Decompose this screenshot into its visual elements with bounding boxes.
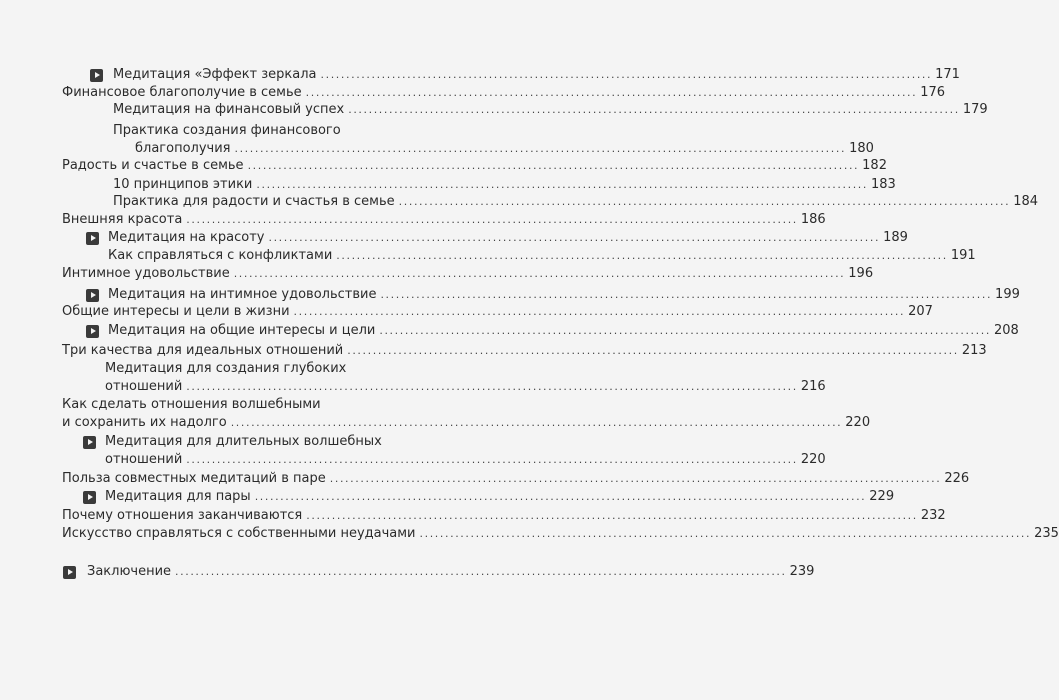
dot-leader: ........................................................................................................................ bbox=[234, 142, 847, 155]
toc-entry-title: Медитация на красоту bbox=[108, 230, 265, 245]
toc-entry-title: Общие интересы и цели в жизни bbox=[62, 304, 290, 319]
toc-entry-line bbox=[62, 470, 970, 488]
dot-leader: ........................................................................................................................ bbox=[379, 324, 991, 337]
toc-entry-title: отношений bbox=[105, 452, 183, 467]
toc-entry-page-number: 171 bbox=[935, 67, 960, 82]
toc-entry-title: Польза совместных медитаций в паре bbox=[62, 471, 326, 486]
toc-entry-title: Три качества для идеальных отношений bbox=[62, 343, 344, 358]
play-icon bbox=[63, 566, 76, 579]
toc-entry-title: Медитация на интимное удовольствие bbox=[108, 287, 377, 302]
toc-entry-title: Как справляться с конфликтами bbox=[108, 248, 333, 263]
play-icon bbox=[83, 491, 96, 504]
dot-leader: ........................................................................................................................ bbox=[336, 249, 948, 262]
toc-entry-title: Медитация для создания глубоких bbox=[105, 361, 347, 376]
toc-entry-title: Медитация на общие интересы и цели bbox=[108, 323, 376, 338]
toc-entry-page-number: 216 bbox=[800, 379, 826, 394]
play-icon bbox=[86, 289, 99, 302]
toc-entry-line bbox=[62, 265, 874, 283]
toc-entry-page-number: 176 bbox=[920, 85, 946, 100]
toc-entry-title: Радость и счастье в семье bbox=[62, 158, 244, 173]
play-icon bbox=[86, 325, 99, 338]
toc-entry-title: и сохранить их надолго bbox=[62, 415, 227, 430]
toc-entry-page-number: 229 bbox=[869, 489, 895, 504]
dot-leader: ........................................................................................................................ bbox=[347, 344, 959, 357]
toc-entry-line bbox=[113, 176, 896, 194]
toc-entry-line bbox=[105, 378, 826, 396]
toc-entry-page-number: 191 bbox=[950, 248, 976, 263]
dot-leader: ........................................................................................................................ bbox=[306, 509, 918, 522]
toc-entry-page-number: 184 bbox=[1013, 194, 1039, 209]
toc-entry-line bbox=[108, 229, 908, 247]
play-icon bbox=[83, 436, 96, 449]
toc-entry-title: Медитация для длительных волшебных bbox=[105, 434, 382, 449]
play-icon bbox=[90, 69, 103, 82]
toc-entry-line bbox=[62, 525, 1059, 543]
toc-entry-line bbox=[113, 66, 960, 84]
dot-leader: ........................................................................................................................ bbox=[230, 416, 843, 429]
dot-leader: ........................................................................................................................ bbox=[186, 213, 798, 226]
toc-entry-title: Медитация на финансовый успех bbox=[113, 102, 345, 117]
toc-entry-line bbox=[108, 247, 976, 265]
toc-entry-title: Финансовое благополучие в семье bbox=[62, 85, 302, 100]
toc-entry-page-number: 235 bbox=[1034, 526, 1059, 541]
toc-entry-title: Интимное удовольствие bbox=[62, 266, 230, 281]
toc-entry-title: Как сделать отношения волшебными bbox=[62, 397, 321, 412]
dot-leader: ........................................................................................................................ bbox=[233, 267, 846, 280]
toc-entry-line bbox=[105, 488, 895, 506]
toc-entry-line bbox=[62, 507, 946, 525]
toc-entry-page-number: 213 bbox=[961, 343, 987, 358]
toc-entry-title: Медитация «Эффект зеркала bbox=[113, 67, 317, 82]
dot-leader: ........................................................................................................................ bbox=[247, 159, 860, 172]
toc-entry-title: Внешняя красота bbox=[62, 212, 183, 227]
toc-entry-line bbox=[105, 451, 826, 469]
toc-entry-page-number: 220 bbox=[845, 415, 871, 430]
dot-leader: ........................................................................................................................ bbox=[175, 565, 787, 578]
toc-entry-title: Почему отношения заканчиваются bbox=[62, 508, 303, 523]
dot-leader: ........................................................................................................................ bbox=[398, 195, 1011, 208]
toc-entry-page-number: 220 bbox=[800, 452, 826, 467]
toc-entry-line bbox=[87, 563, 815, 581]
dot-leader: ........................................................................................................................ bbox=[256, 178, 868, 191]
toc-entry-line bbox=[62, 414, 871, 432]
toc-entry-line bbox=[62, 303, 933, 321]
toc-entry-page-number: 226 bbox=[944, 471, 970, 486]
toc-entry-title: Практика создания финансового bbox=[113, 123, 341, 138]
toc-entry-line bbox=[108, 322, 1019, 340]
toc-entry-page-number: 183 bbox=[870, 177, 896, 192]
dot-leader: ........................................................................................................................ bbox=[348, 103, 960, 116]
toc-entry-title: благополучия bbox=[135, 141, 231, 156]
dot-leader: ........................................................................................................................ bbox=[268, 231, 881, 244]
toc-entry-page-number: 182 bbox=[862, 158, 887, 173]
toc-entry-page-number: 208 bbox=[993, 323, 1019, 338]
toc-entry-line bbox=[62, 211, 826, 229]
dot-leader: ........................................................................................................................ bbox=[419, 527, 1032, 540]
toc-entry-page-number: 186 bbox=[800, 212, 826, 227]
dot-leader: ........................................................................................................................ bbox=[329, 472, 942, 485]
dot-leader: ........................................................................................................................ bbox=[320, 68, 933, 81]
toc-entry-title: Практика для радости и счастья в семье bbox=[113, 194, 395, 209]
toc-entry-title: отношений bbox=[105, 379, 183, 394]
dot-leader: ........................................................................................................................ bbox=[254, 490, 867, 503]
toc-entry-page-number: 232 bbox=[920, 508, 946, 523]
toc-entry-line bbox=[135, 140, 874, 158]
toc-entry-line bbox=[113, 101, 988, 119]
toc-entry-line bbox=[108, 286, 1020, 304]
dot-leader: ........................................................................................................................ bbox=[380, 288, 993, 301]
dot-leader: ........................................................................................................................ bbox=[186, 380, 798, 393]
toc-entry-line bbox=[62, 157, 887, 175]
toc-entry-page-number: 207 bbox=[908, 304, 933, 319]
toc-entry-line bbox=[62, 342, 987, 360]
play-icon bbox=[86, 232, 99, 245]
toc-entry-title: Заключение bbox=[87, 564, 172, 579]
toc-entry-title: Медитация для пары bbox=[105, 489, 251, 504]
dot-leader: ........................................................................................................................ bbox=[293, 305, 906, 318]
toc-entry-page-number: 189 bbox=[883, 230, 908, 245]
toc-entry-title: Искусство справляться с собственными неудачами bbox=[62, 526, 416, 541]
toc-entry-page-number: 180 bbox=[849, 141, 874, 156]
toc-entry-title: 10 принципов этики bbox=[113, 177, 253, 192]
dot-leader: ........................................................................................................................ bbox=[305, 86, 918, 99]
toc-entry-page-number: 199 bbox=[995, 287, 1020, 302]
toc-entry-page-number: 196 bbox=[848, 266, 874, 281]
toc-entry-page-number: 239 bbox=[789, 564, 815, 579]
toc-entry-page-number: 179 bbox=[962, 102, 988, 117]
dot-leader: ........................................................................................................................ bbox=[186, 453, 798, 466]
toc-entry-line bbox=[62, 84, 946, 102]
toc-entry-line bbox=[113, 193, 1039, 211]
